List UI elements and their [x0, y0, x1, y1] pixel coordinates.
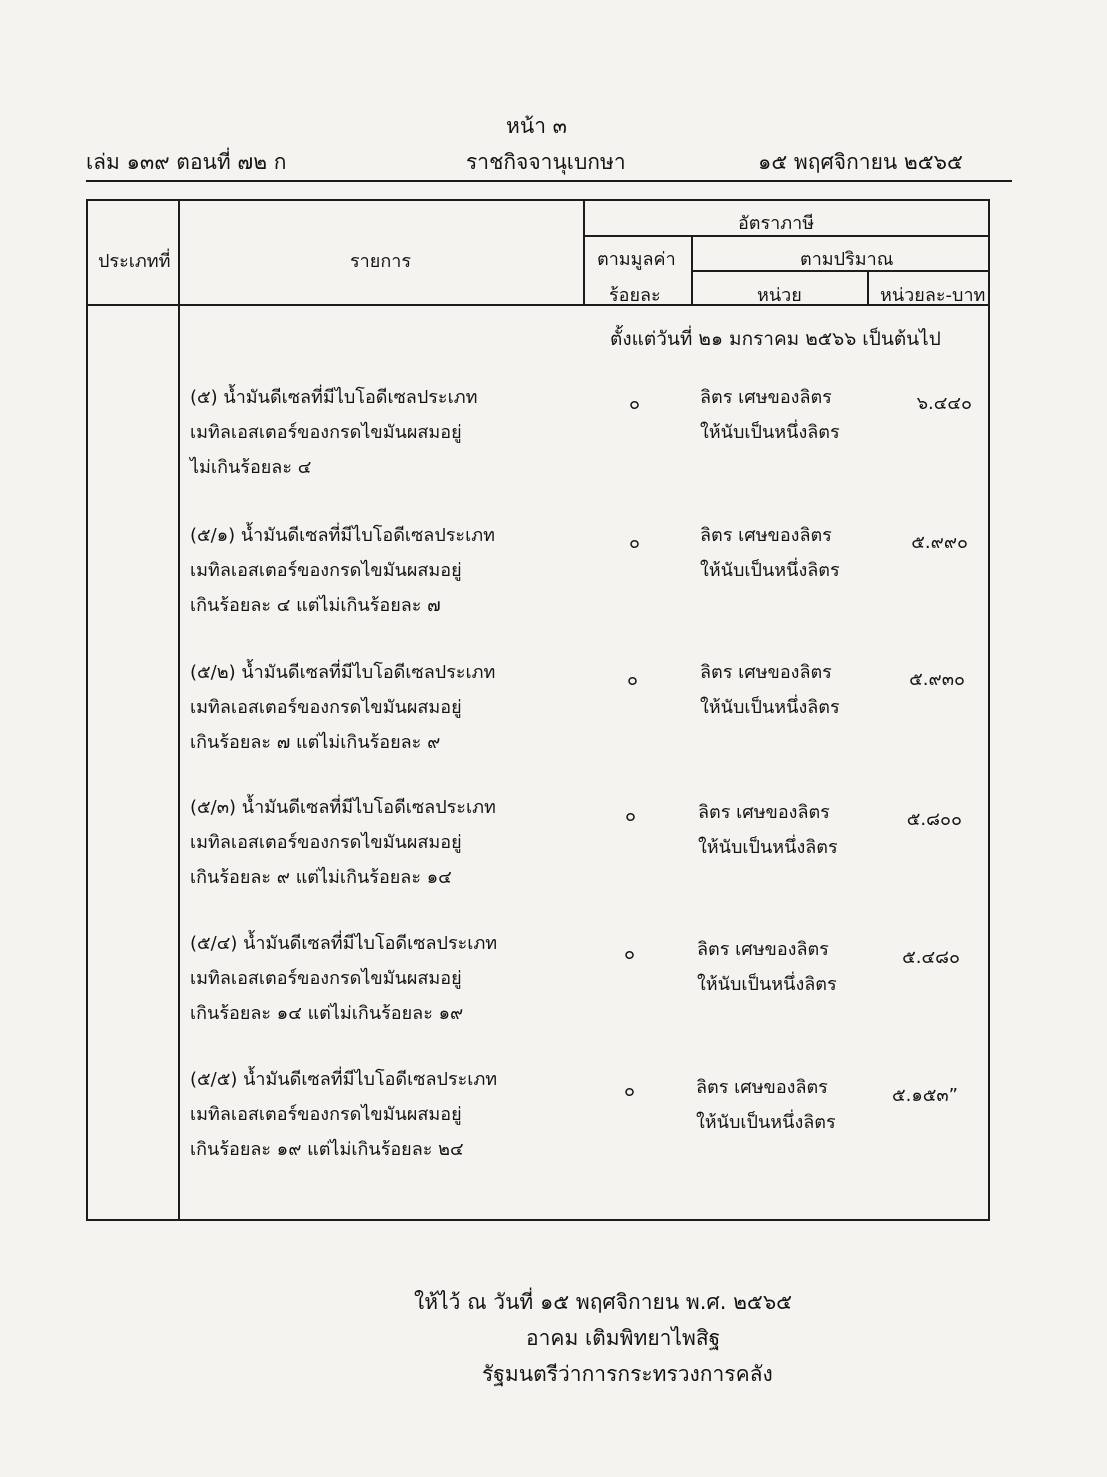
table-row-unit: ลิตร เศษของลิตร ให้นับเป็นหนึ่งลิตร — [697, 939, 837, 995]
col-divider-item — [583, 199, 585, 306]
volume-issue: เล่ม ๑๓๙ ตอนที่ ๗๒ ก — [86, 150, 287, 174]
table-row-unit: ลิตร เศษของลิตร ให้นับเป็นหนึ่งลิตร — [700, 525, 840, 581]
table-row-value: ๐ — [624, 943, 635, 964]
table-row-value: ๐ — [624, 1080, 635, 1101]
table-row-item: (๕/๕) น้ำมันดีเซลที่มีไบโอดีเซลประเภท เมทิลเอสเตอร์ของกรดไขมันผสมอยู่ เกินร้อยละ ๑๙ แต่ไม่เกินร้อยละ ๒๔ — [190, 1069, 498, 1160]
table-row-rate: ๕.๘๐๐ — [906, 809, 962, 830]
page-number: หน้า ๓ — [506, 114, 568, 138]
table-row-value: ๐ — [625, 805, 636, 826]
publication-name: ราชกิจจานุเบกษา — [466, 150, 626, 174]
effective-date-note: ตั้งแต่วันที่ ๒๑ มกราคม ๒๕๖๖ เป็นต้นไป — [610, 328, 941, 350]
table-row-item: (๕/๑) น้ำมันดีเซลที่มีไบโอดีเซลประเภท เมทิลเอสเตอร์ของกรดไขมันผสมอยู่ เกินร้อยละ ๔ แต่ไม่เกินร้อยละ ๗ — [190, 525, 495, 616]
table-row-item: (๕/๔) น้ำมันดีเซลที่มีไบโอดีเซลประเภท เมทิลเอสเตอร์ของกรดไขมันผสมอยู่ เกินร้อยละ ๑๔ แต่ไม่เกินร้อยละ ๑๙ — [190, 933, 498, 1024]
table-row-value: ๐ — [629, 532, 640, 553]
given-on-date: ให้ไว้ ณ วันที่ ๑๕ พฤศจิกายน พ.ศ. ๒๕๖๕ — [414, 1290, 793, 1314]
header-by-value: ตามมูลค่า — [597, 249, 676, 270]
header-category: ประเภทที่ — [98, 251, 171, 272]
header-bottom-line — [86, 304, 990, 306]
table-row-rate: ๖.๔๔๐ — [916, 393, 972, 414]
col-divider-category — [178, 199, 180, 1221]
table-row-unit: ลิตร เศษของลิตร ให้นับเป็นหนึ่งลิตร — [696, 1077, 836, 1133]
table-row-rate: ๕.๙๙๐ — [911, 532, 968, 553]
table-row-item: (๕/๓) น้ำมันดีเซลที่มีไบโอดีเซลประเภท เมทิลเอสเตอร์ของกรดไขมันผสมอยู่ เกินร้อยละ ๙ แต่ไม่เกินร้อยละ ๑๔ — [190, 797, 496, 888]
header-rule — [86, 180, 1012, 182]
header-tax-rate: อัตราภาษี — [738, 213, 815, 234]
signatory-title: รัฐมนตรีว่าการกระทรวงการคลัง — [482, 1362, 773, 1386]
table-row-unit: ลิตร เศษของลิตร ให้นับเป็นหนึ่งลิตร — [698, 802, 838, 858]
table-row-rate: ๕.๔๘๐ — [902, 947, 960, 968]
table-row-unit: ลิตร เศษของลิตร ให้นับเป็นหนึ่งลิตร — [700, 662, 840, 718]
header-by-quantity: ตามปริมาณ — [800, 249, 894, 270]
publication-date: ๑๕ พฤศจิกายน ๒๕๖๕ — [758, 150, 963, 174]
table-row-unit: ลิตร เศษของลิตร ให้นับเป็นหนึ่งลิตร — [700, 387, 840, 443]
header-percent: ร้อยละ — [609, 285, 661, 306]
table-row-value: ๐ — [627, 669, 638, 690]
header-item: รายการ — [350, 251, 411, 272]
header-unit: หน่วย — [757, 285, 802, 306]
table-row-value: ๐ — [629, 393, 640, 414]
table-row-rate: ๕.๙๓๐ — [909, 669, 965, 690]
table-row-item: (๕/๒) น้ำมันดีเซลที่มีไบโอดีเซลประเภท เมทิลเอสเตอร์ของกรดไขมันผสมอยู่ เกินร้อยละ ๗ แต่ไม่เกินร้อยละ ๙ — [190, 662, 496, 753]
signatory-name: อาคม เติมพิทยาไพสิฐ — [526, 1326, 721, 1350]
table-row-item: (๕) น้ำมันดีเซลที่มีไบโอดีเซลประเภท เมทิลเอสเตอร์ของกรดไขมันผสมอยู่ ไม่เกินร้อยละ ๔ — [190, 387, 478, 478]
col-divider-unit — [867, 270, 869, 306]
table-row-rate: ๕.๑๕๓” — [891, 1085, 958, 1106]
header-per-unit-baht: หน่วยละ-บาท — [880, 285, 986, 306]
